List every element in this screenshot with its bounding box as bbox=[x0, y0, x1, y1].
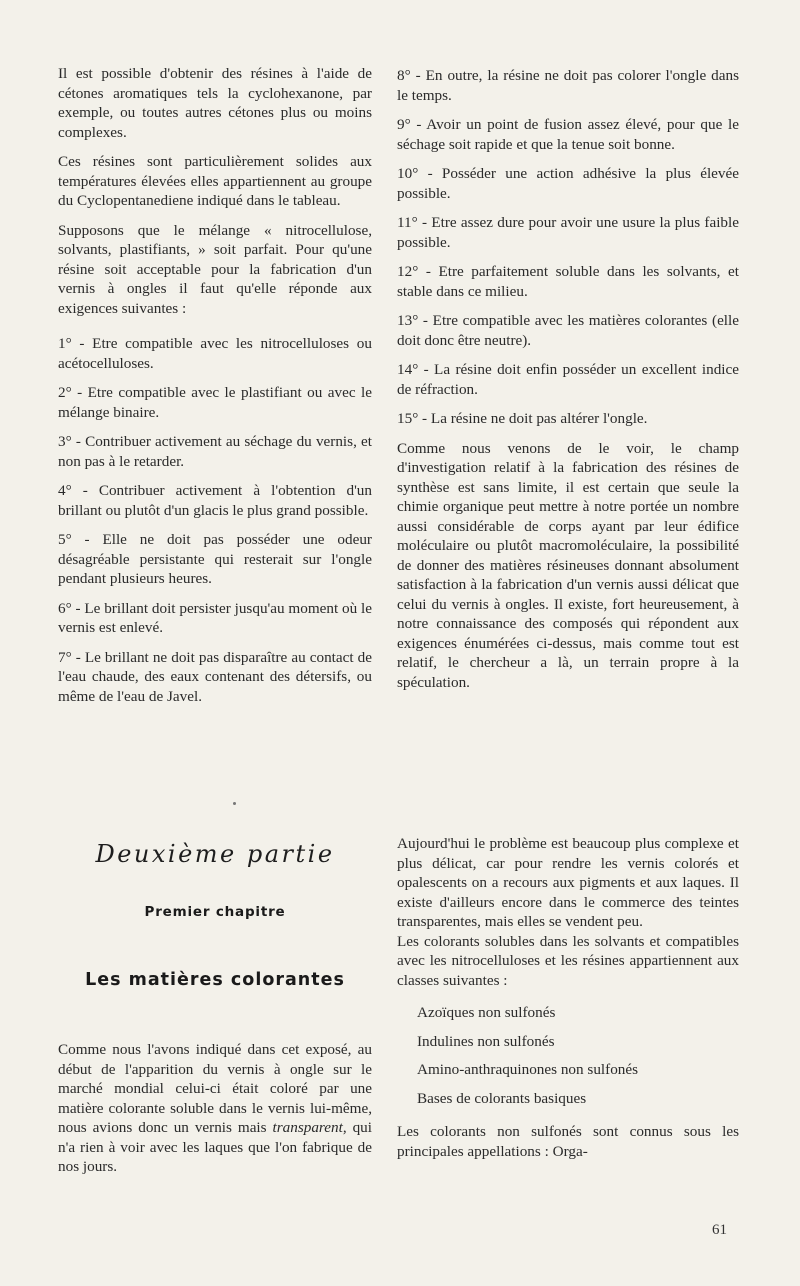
requirement-item: 9° - Avoir un point de fusion assez élevé, pour que le séchage soit rapide et que la tenue soit bonne. bbox=[397, 116, 739, 153]
requirement-item: 8° - En outre, la résine ne doit pas colorer l'ongle dans le temps. bbox=[397, 67, 739, 104]
requirement-item: 6° - Le brillant doit persister jusqu'au moment où le vernis est enlevé. bbox=[58, 599, 372, 636]
decorative-dot bbox=[233, 802, 236, 805]
colorant-class-list bbox=[397, 1004, 739, 1108]
paragraph-text: Comme nous l'avons indiqué dans cet exposé, au début de l'apparition du vernis à ongle sur le marché mondial celui-ci était coloré par une matière colorante soluble dans le vernis lui-même, nous avions donc un vernis mais bbox=[58, 1041, 372, 1136]
chapter-title: Premier chapitre bbox=[144, 904, 286, 920]
requirement-item: 10° - Posséder une action adhésive la plus élevée possible. bbox=[397, 165, 739, 202]
requirement-item: 4° - Contribuer activement à l'obtention d'un brillant ou plutôt d'un glacis le plus grand possible. bbox=[58, 482, 372, 519]
left-column-bottom bbox=[58, 1040, 372, 1177]
page-number: 61 bbox=[712, 1222, 727, 1238]
paragraph-text-end: , qui n'a rien à voir avec les laques que l'on fabrique de nos jours. bbox=[58, 1119, 372, 1175]
requirement-item: 2° - Etre compatible avec le plastifiant ou avec le mélange binaire. bbox=[58, 384, 372, 421]
paragraph: Il est possible d'obtenir des résines à l'aide de cétones aromatiques tels la cyclohexanone, par exemple, ou toutes autres cétones plus ou moins complexes. bbox=[58, 65, 372, 141]
requirement-item: 12° - Etre parfaitement soluble dans les solvants, et stable dans ce milieu. bbox=[397, 263, 739, 300]
requirement-item: 13° - Etre compatible avec les matières colorantes (elle doit donc être neutre). bbox=[397, 312, 739, 349]
list-item: Bases de colorants basiques bbox=[417, 1089, 587, 1107]
requirement-item: 11° - Etre assez dure pour avoir une usure la plus faible possible. bbox=[397, 214, 739, 251]
requirement-item: 1° - Etre compatible avec les nitrocelluloses ou acétocelluloses. bbox=[58, 335, 372, 372]
requirement-item: 14° - La résine doit enfin posséder un excellent indice de réfraction. bbox=[397, 361, 739, 398]
paragraph: Supposons que le mélange « nitrocellulose, solvants, plastifiants, » soit parfait. Pour qu'une résine soit acceptable pour la fabrication d'un vernis à ongles il faut qu'elle réponde aux exigences suivantes : bbox=[58, 221, 372, 317]
requirement-item: 15° - La résine ne doit pas altérer l'ongle. bbox=[397, 410, 648, 427]
paragraph: Les colorants solubles dans les solvants et compatibles avec les nitrocelluloses et les résines appartiennent aux classes suivantes : bbox=[397, 932, 739, 989]
list-item: Amino-anthraquinones non sulfonés bbox=[417, 1061, 639, 1078]
paragraph bbox=[58, 1040, 372, 1177]
requirement-item: 5° - Elle ne doit pas posséder une odeur désagréable persistante qui resterait sur l'ongle pendant plusieurs heures. bbox=[58, 531, 372, 587]
left-column-top bbox=[58, 64, 372, 716]
right-column-bottom bbox=[397, 834, 739, 1161]
right-column-top bbox=[397, 66, 739, 702]
requirement-item: 7° - Le brillant ne doit pas disparaître au contact de l'eau chaude, des eaux contenant des détersifs, ou même de l'eau de Javel. bbox=[58, 648, 372, 705]
paragraph: Aujourd'hui le problème est beaucoup plus complexe et plus délicat, car pour rendre les vernis colorés et opalescents on a recours aux pigments et aux laques. Il existe d'ailleurs encore dans le commerce des teintes transparentes, mais elles se vendent peu. bbox=[397, 835, 739, 930]
paragraph: Les colorants non sulfonés sont connus sous les principales appellations : Orga- bbox=[397, 1123, 739, 1160]
italic-term: transparent bbox=[272, 1119, 343, 1136]
requirement-item: 3° - Contribuer activement au séchage du vernis, et non pas à le retarder. bbox=[58, 433, 372, 470]
paragraph: Ces résines sont particulièrement solides aux températures élevées elles appartiennent au groupe du Cyclopentanediene indiqué dans le tableau. bbox=[58, 153, 372, 209]
list-item: Indulines non sulfonés bbox=[417, 1032, 555, 1050]
part-title: Deuxième partie bbox=[95, 840, 335, 868]
section-title: Les matières colorantes bbox=[85, 970, 345, 990]
list-item: Azoïques non sulfonés bbox=[417, 1004, 556, 1021]
paragraph: Comme nous venons de le voir, le champ d'investigation relatif à la fabrication des résines de synthèse est sans limite, il est certain que seule la chimie organique peut mettre à notre portée un nombre aussi considérable de corps ayant par leur édifice moléculaire ou plutôt macromoléculaire, la possibilité de donner des matières résineuses donnant absolument satisfaction à la fabrication d'un vernis aussi délicat que celui du vernis à ongles. Il existe, fort heureusement, à notre connaissance des composés qui répondent aux exigences énumérées ci-dessus, mais comme tout est relatif, le chercheur a là, un terrain propre à la spéculation. bbox=[397, 439, 739, 691]
